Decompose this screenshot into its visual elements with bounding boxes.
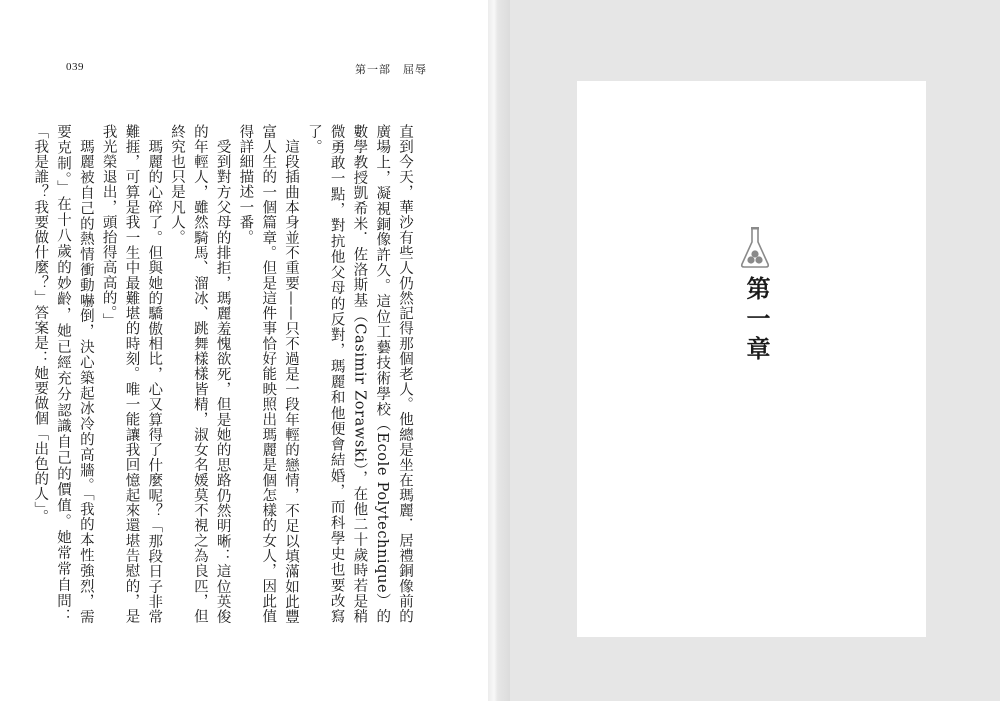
- paragraph: 這段插曲本身並不重要——只不過是一段年輕的戀情，不足以填滿如此豐富人生的一個篇章。但是這件事恰好能映照出瑪麗是個怎樣的女人，因此值得詳細描述一番。: [237, 124, 300, 624]
- paragraph: 瑪麗被自己的熱情衝動嚇倒，決心築起冰冷的高牆。「我的本性強烈，需要克制。」在十八歲的妙齡，她已經充分認識自己的價值。她常常自問：「我是誰？我要做什麼？」答案是：她要做個「出色的人」。: [32, 124, 94, 624]
- flask-icon: [740, 226, 770, 268]
- body-text: [32, 124, 416, 624]
- running-header: 第一部 屈辱: [355, 63, 427, 76]
- paragraph: 瑪麗的心碎了。但與她的驕傲相比，心又算得了什麼呢？「那段日子非常難捱，可算是我一生中最難堪的時刻。唯一能讓我回憶起來還堪告慰的，是我光榮退出，頭抬得高高的。」: [100, 124, 163, 624]
- paragraph: 受到對方父母的排拒，瑪麗羞愧欲死，但是她的思路仍然明晰：這位英俊的年輕人，雖然騎馬、溜冰、跳舞樣樣皆精，淑女名媛莫不視之為良匹，但終究也只是凡人。: [169, 124, 231, 624]
- paragraph: 直到今天，華沙有些人仍然記得那個老人。他總是坐在瑪麗．居禮銅像前的廣場上，凝視銅像許久。這位工藝技術學校（Ecole Polytechnique）的數學教授凱希米．佐洛斯基（Casimir Zorawski），在他二十歲時若是稍微勇敢一點，對抗他父母的反對，瑪麗和他便會結婚，而科學史也要改寫了。: [305, 124, 413, 624]
- book-gutter: [488, 0, 510, 701]
- page-number: 039: [66, 61, 84, 73]
- left-page: [0, 0, 488, 701]
- chapter-title: 第一章: [742, 276, 771, 366]
